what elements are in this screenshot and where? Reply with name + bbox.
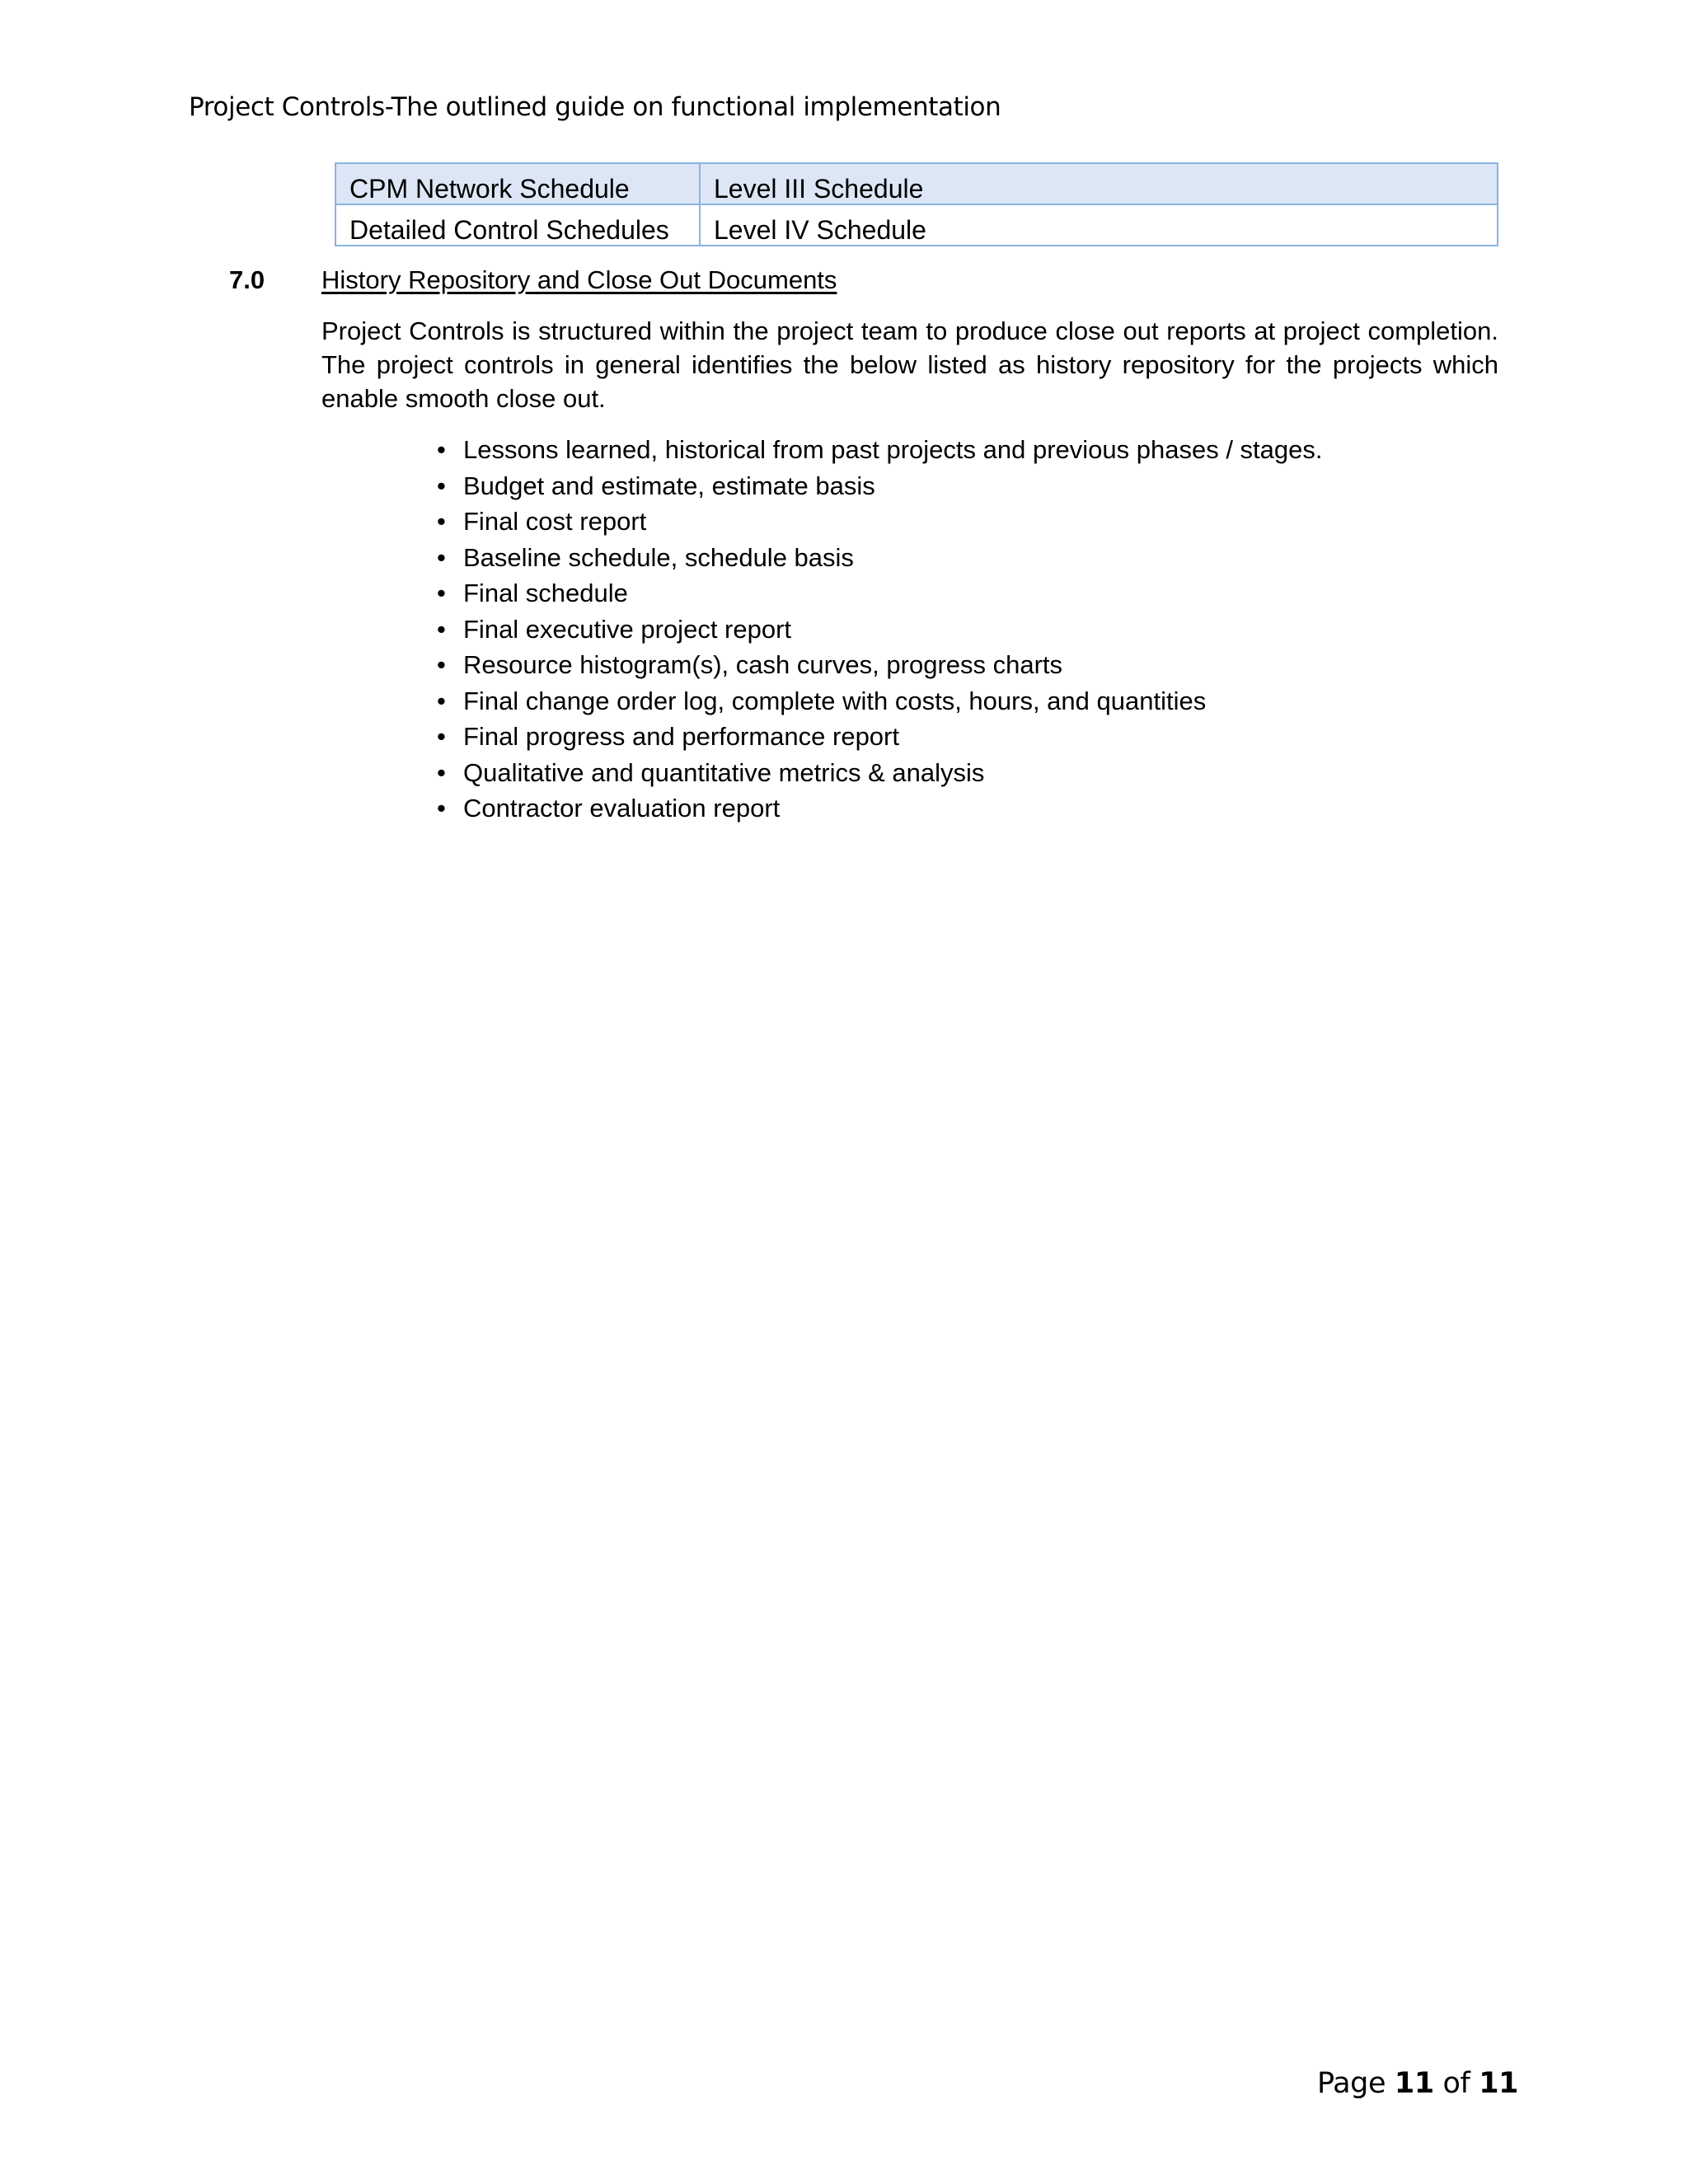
table-cell: CPM Network Schedule — [335, 163, 700, 204]
list-item — [437, 575, 1323, 612]
table-row — [335, 163, 1498, 204]
list-item-text: Baseline schedule, schedule basis — [463, 542, 854, 572]
bullet-list — [437, 432, 1323, 827]
bullet-icon: • — [437, 542, 446, 572]
table-cell: Level IV Schedule — [700, 204, 1498, 246]
total-pages-number: 11 — [1479, 2067, 1519, 2100]
list-item — [437, 612, 1323, 648]
current-page-number: 11 — [1394, 2067, 1434, 2100]
list-item-text: Final progress and performance report — [463, 722, 899, 751]
table-row — [335, 204, 1498, 246]
bullet-icon: • — [437, 722, 446, 751]
list-item-text: Final change order log, complete with costs, hours, and quantities — [463, 686, 1207, 715]
bullet-icon: • — [437, 757, 446, 787]
list-item — [437, 719, 1323, 755]
bullet-icon: • — [437, 435, 446, 464]
list-item — [437, 683, 1323, 719]
section-paragraph: Project Controls is structured within the project team to produce close out reports at project completion. The project controls in general identifies the below listed as history repository for the projects which enable smooth close out. — [321, 316, 1498, 413]
bullet-icon: • — [437, 686, 446, 715]
list-item-text: Budget and estimate, estimate basis — [463, 471, 875, 500]
list-item-text: Resource histogram(s), cash curves, progress charts — [463, 650, 1063, 679]
of-word: of — [1442, 2067, 1470, 2100]
section-number: 7.0 — [229, 265, 265, 294]
list-item — [437, 790, 1323, 827]
list-item — [437, 504, 1323, 540]
bullet-icon: • — [437, 471, 446, 500]
bullet-icon: • — [437, 579, 446, 607]
list-item — [437, 755, 1323, 791]
table-cell: Level III Schedule — [700, 163, 1498, 204]
list-item-text: Final executive project report — [463, 614, 792, 644]
list-item — [437, 647, 1323, 683]
list-item-text: Qualitative and quantitative metrics & analysis — [463, 757, 985, 787]
list-item — [437, 468, 1323, 504]
list-item — [437, 540, 1323, 576]
page-header: Project Controls-The outlined guide on functional implementation — [189, 92, 1001, 122]
bullet-icon: • — [437, 650, 446, 679]
page-footer — [1317, 2067, 1518, 2100]
list-item-text: Final schedule — [463, 579, 628, 607]
schedule-table — [335, 162, 1498, 246]
section-title: History Repository and Close Out Documents — [321, 265, 837, 294]
bullet-icon: • — [437, 794, 446, 823]
bullet-icon: • — [437, 614, 446, 644]
list-item-text: Final cost report — [463, 507, 647, 536]
page-word: Page — [1317, 2067, 1386, 2100]
list-item-text: Contractor evaluation report — [463, 794, 781, 823]
table-cell: Detailed Control Schedules — [335, 204, 700, 246]
bullet-icon: • — [437, 507, 446, 536]
list-item-text: Lessons learned, historical from past projects and previous phases / stages. — [463, 435, 1323, 464]
list-item — [437, 432, 1323, 468]
